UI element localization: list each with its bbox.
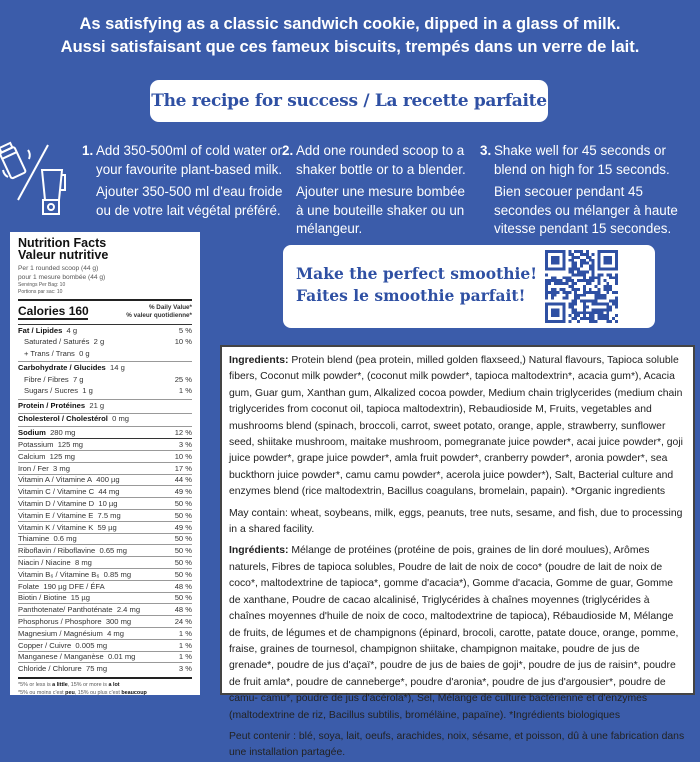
nutrient-name: Manganese / Manganèse bbox=[18, 652, 104, 662]
nutrient-amount: 0.01 mg bbox=[107, 652, 136, 662]
nutrient-amount: 400 µg bbox=[96, 475, 120, 485]
nutrient-dv: 50 % bbox=[174, 534, 192, 544]
footnote-part: a lot bbox=[108, 682, 120, 689]
nutrient-row bbox=[18, 651, 192, 663]
step-fr: Ajouter 350-500 ml d'eau froide ou de votre lait végétal préféré. bbox=[96, 184, 283, 218]
nutrient-row bbox=[18, 639, 192, 651]
ingredients-label: Ingrédients: bbox=[229, 545, 289, 557]
nutrient-row bbox=[18, 438, 192, 450]
nutrient-dv: 49 % bbox=[174, 522, 192, 532]
nutrient-amount: 0.85 mg bbox=[103, 569, 132, 579]
nutrient-amount: 0.6 mg bbox=[53, 534, 77, 544]
nutrient-row bbox=[18, 603, 192, 615]
nutrient-row bbox=[18, 450, 192, 462]
footnote-part: *5% or less is bbox=[18, 682, 53, 689]
nutrient-row bbox=[18, 373, 192, 385]
smoothie-banner bbox=[283, 245, 655, 328]
nutrient-dv: 50 % bbox=[174, 510, 192, 520]
headline-en: As satisfying as a classic sandwich cookie, dipped in a glass of milk. bbox=[79, 15, 621, 33]
nutrient-dv: 50 % bbox=[174, 546, 192, 556]
recipe-title-banner bbox=[150, 80, 548, 122]
nutrient-dv: 24 % bbox=[174, 617, 192, 627]
step-2 bbox=[282, 142, 468, 243]
nutrient-name: Fibre / Fibres bbox=[24, 374, 69, 384]
nutrient-name: Fat / Lipides bbox=[18, 325, 63, 335]
nutrient-name: Sugars / Sucres bbox=[24, 386, 79, 396]
nutrient-name: Panthotenate/ Panthoténate bbox=[18, 605, 113, 615]
nutrient-amount: 300 mg bbox=[105, 617, 132, 627]
step-fr: Ajouter une mesure bombée à une bouteille shaker ou un mélangeur. bbox=[296, 184, 465, 236]
nutrient-dv: 25 % bbox=[174, 374, 192, 384]
ingredients-en bbox=[229, 353, 686, 501]
nutrient-name: Riboflavin / Riboflavine bbox=[18, 546, 96, 556]
headline-fr: Aussi satisfaisant que ces fameux biscuits, trempés dans un verre de lait. bbox=[60, 38, 640, 56]
headline bbox=[0, 13, 700, 59]
nutrient-row bbox=[18, 485, 192, 497]
nutrient-name: Vitamin E / Vitamine E bbox=[18, 510, 94, 520]
nutrient-name: Saturated / Saturés bbox=[24, 337, 90, 347]
nutrient-amount: 3 mg bbox=[53, 463, 70, 473]
nutrient-name: Chloride / Chlorure bbox=[18, 664, 82, 674]
nutrient-name: Magnesium / Magnésium bbox=[18, 628, 103, 638]
nutrient-dv: 10 % bbox=[174, 451, 192, 461]
nutrient-dv: 48 % bbox=[174, 605, 192, 615]
nutrient-amount: 125 mg bbox=[49, 451, 76, 461]
serving-size-fr: pour 1 mesure bombée (44 g) bbox=[18, 274, 106, 281]
nutrient-dv: 50 % bbox=[174, 569, 192, 579]
recipe-title: The recipe for success / La recette parfaite bbox=[151, 91, 547, 111]
footnote-part: , 15% or more is bbox=[67, 682, 109, 689]
allergen-en: May contain: wheat, soybeans, milk, eggs, peanuts, tree nuts, sesame, and fish, due to processing in a shared facility. bbox=[229, 507, 683, 536]
nutrient-name: Folate bbox=[18, 581, 40, 591]
nutrient-amount: 280 mg bbox=[50, 428, 76, 438]
ingredients-panel bbox=[220, 345, 695, 759]
calories-row bbox=[18, 301, 192, 320]
nutrient-dv: 17 % bbox=[174, 463, 192, 473]
nutrient-name: Biotin / Biotine bbox=[18, 593, 67, 603]
nutrient-name: Carbohydrate / Glucides bbox=[18, 363, 106, 373]
nutrient-dv: 1 % bbox=[178, 652, 192, 662]
nutrient-name: Thiamine bbox=[18, 534, 50, 544]
nutrient-dv: 3 % bbox=[178, 440, 192, 450]
smoothie-text-fr: Faites le smoothie parfait! bbox=[296, 286, 526, 305]
nutrient-name: Vitamin C / Vitamine C bbox=[18, 487, 95, 497]
nutrient-dv: 44 % bbox=[174, 475, 192, 485]
nutrient-amount: 1 g bbox=[82, 386, 93, 396]
nutrient-amount: 14 g bbox=[110, 363, 125, 373]
step-3 bbox=[480, 142, 699, 243]
shaker-blender-icon bbox=[0, 140, 66, 215]
nutrient-amount: 7 g bbox=[72, 374, 84, 384]
nutrient-name: Cholesterol / Cholestérol bbox=[18, 414, 108, 424]
footnote-part: , 15% ou plus c'est bbox=[74, 689, 122, 696]
nutrient-row bbox=[18, 509, 192, 521]
daily-value-fr: % valeur quotidienne* bbox=[126, 312, 192, 319]
nutrient-dv: 48 % bbox=[174, 581, 192, 591]
nutrient-name: Sodium bbox=[18, 428, 46, 438]
step-1 bbox=[82, 142, 286, 224]
nutrient-row bbox=[18, 592, 192, 604]
nutrient-row bbox=[18, 462, 192, 474]
nutrient-name: Protein / Protéines bbox=[18, 400, 86, 410]
footnote-part: *5% ou moins c'est bbox=[18, 689, 66, 696]
step-number: 2. bbox=[282, 143, 294, 158]
nutrient-row bbox=[18, 533, 192, 545]
nutrient-name: Copper / Cuivre bbox=[18, 640, 72, 650]
nutrient-amount: 10 µg bbox=[98, 499, 118, 509]
nutrient-name: Vitamin K / Vitamine K bbox=[18, 522, 94, 532]
nutrient-dv: 1 % bbox=[178, 628, 192, 638]
step-en: Add one rounded scoop to a shaker bottle or to a blender. bbox=[296, 143, 466, 177]
nutrient-amount: 59 µg bbox=[97, 522, 117, 532]
nutrient-dv: 10 % bbox=[174, 337, 192, 347]
nutrient-name: Phosphorus / Phosphore bbox=[18, 617, 102, 627]
nutrient-row bbox=[18, 662, 192, 674]
nutrient-amount: 4 mg bbox=[107, 628, 124, 638]
nutrient-name: Potassium bbox=[18, 440, 54, 450]
nutrient-row bbox=[18, 627, 192, 639]
ingredients-text: Protein blend (pea protein, milled golden flaxseed,) Natural flavours, Tapioca soluble fibers, Coconut milk powder*, (coconut milk powder*, tapioca maltodextrin*, acacia gum*), Acacia gum, Guar gum, Xanthan gum, Alkalized cocoa powder, Medium chain triglycerides (medium chain triglycerides from coconut oil, tapioca maltodextrin), Rebaudioside M, Fruits, vegetables and mushrooms blend (spinach, broccoli, carrot, sweet potato, orange, apple, strawberry, sunflower seed, shiitake mushroom, maitake mushroom, pomegranate juice powder*, acai juice powder*, goji juice powder*, grape juice powder*, amla fruit powder*, cranberry powder*, aronia powder*, sea buckthorn juice powder*, camu camu powder*, acerola juice powder*), Salt, Bacterial culture and enzymes blend (rice maltodextrin, Bacillus coagulans, bromelain, papain). *Organic ingredients bbox=[229, 355, 683, 498]
nutrient-amount: 0 mg bbox=[112, 414, 130, 424]
ingredients-fr bbox=[229, 543, 686, 723]
footnote-part: beaucoup bbox=[121, 689, 147, 696]
nutrient-row bbox=[18, 348, 192, 360]
step-fr: Bien secouer pendant 45 secondes ou mélanger à haute vitesse pendant 15 secondes. bbox=[494, 184, 678, 236]
nutrient-row bbox=[18, 568, 192, 580]
step-number: 1. bbox=[82, 143, 94, 158]
nutrient-row bbox=[18, 399, 192, 411]
nutrient-name: + Trans / Trans bbox=[24, 348, 75, 358]
nutrient-dv: 50 % bbox=[174, 558, 192, 568]
daily-value-en: % Daily Value* bbox=[148, 304, 192, 311]
nutrient-amount: 75 mg bbox=[85, 664, 108, 674]
qr-code-icon[interactable] bbox=[545, 250, 618, 323]
nutrient-dv: 5 % bbox=[178, 325, 192, 335]
nutrient-row bbox=[18, 497, 192, 509]
servings-fr: Portions par sac: 10 bbox=[18, 289, 63, 295]
nutrient-amount: 190 µg DFE / ÉFA bbox=[43, 581, 105, 591]
nutrition-footnote bbox=[18, 677, 192, 697]
nutrient-row bbox=[18, 413, 192, 425]
nutrient-row bbox=[18, 556, 192, 568]
nutrient-dv: 1 % bbox=[178, 640, 192, 650]
nutrient-row bbox=[18, 324, 192, 336]
nutrient-row bbox=[18, 474, 192, 486]
nutrient-name: Vitamin A / Vitamine A bbox=[18, 475, 93, 485]
nutrient-row bbox=[18, 580, 192, 592]
calories: Calories 160 bbox=[18, 304, 89, 318]
serving-size-en: Per 1 rounded scoop (44 g) bbox=[18, 265, 99, 272]
nutrient-amount: 125 mg bbox=[57, 440, 84, 450]
nutrient-row bbox=[18, 544, 192, 556]
nutrient-amount: 0 g bbox=[79, 348, 90, 358]
step-en: Add 350-500ml of cold water or your favourite plant-based milk. bbox=[96, 143, 283, 177]
nutrient-amount: 0.65 mg bbox=[99, 546, 127, 556]
nutrient-amount: 0.005 mg bbox=[75, 640, 108, 650]
nutrient-amount: 44 mg bbox=[98, 487, 120, 497]
nutrient-row bbox=[18, 336, 192, 348]
ingredients-text: Mélange de protéines (protéine de pois, graines de lin doré moulues), Arômes naturels, Fibres de tapioca solubles, Poudre de lait de noix de coco* (poudre de lait de noix de coco*, maltodextrine de tapioca*, gomme d'acacia*), Gomme d'acacia, Gomme de guar, Gomme de xanthane, Poudre de cacao alcalinisé, Triglycérides à chaînes moyennes (triglycérides à chaînes moyennes d'huile de noix de coco, maltodextrine de tapioca), Rébaudioside M, Mélange de fruits, de légumes et de champignons (épinard, brocoli, carotte, patate douce, orange, pomme, fraise, graines de tournesol, champignon shiitake, champignon maitake, poudre de jus de grenade*, poudre de jus d'açaï*, poudre de jus de baies de goji*, poudre de jus de raisin*, poudre de fruit amla*, poudre de canneberge*, poudre d'aronia*, poudre de jus d'argousier*, poudre de camu- camu*, poudre de jus d'acérola*), Sel, Mélange de culture bactérienne et d'enzymes (maltodextrine de riz, Bacillus subtilis, broméläine, papaïne). *Ingrédients biologiques bbox=[229, 545, 679, 721]
nutrient-name: Vitamin B₆ / Vitamine B₆ bbox=[18, 569, 100, 579]
footnote-part: a little bbox=[52, 682, 68, 689]
step-en: Shake well for 45 seconds or blend on high for 15 seconds. bbox=[494, 143, 670, 177]
servings-en: Servings Per Bag: 10 bbox=[18, 282, 66, 288]
ingredients-label: Ingredients: bbox=[229, 355, 289, 366]
nutrient-row bbox=[18, 615, 192, 627]
nutrient-row bbox=[18, 361, 192, 373]
nutrient-amount: 15 µg bbox=[70, 593, 90, 603]
allergen-fr: Peut contenir : blé, soya, lait, oeufs, arachides, noix, sésame, et poisson, dû à une fabrication dans une installation partagée. bbox=[229, 730, 685, 759]
nutrient-name: Iron / Fer bbox=[18, 463, 49, 473]
nutrient-dv: 50 % bbox=[174, 499, 192, 509]
nutrient-name: Niacin / Niacine bbox=[18, 558, 71, 568]
nutrient-dv: 1 % bbox=[178, 386, 192, 396]
nutrient-row bbox=[18, 521, 192, 533]
nutrient-amount: 2.4 mg bbox=[116, 605, 141, 615]
nutrient-row bbox=[18, 385, 192, 397]
nutrient-amount: 8 mg bbox=[75, 558, 92, 568]
nutrient-dv: 49 % bbox=[174, 487, 192, 497]
nutrient-dv: 12 % bbox=[174, 428, 192, 438]
step-number: 3. bbox=[480, 143, 492, 158]
nutrient-amount: 2 g bbox=[93, 337, 105, 347]
nutrient-name: Calcium bbox=[18, 451, 46, 461]
nutrient-amount: 4 g bbox=[66, 325, 78, 335]
nutrient-name: Vitamin D / Vitamine D bbox=[18, 499, 95, 509]
footnote-part: peu bbox=[65, 689, 75, 696]
nutrient-amount: 7.5 mg bbox=[97, 510, 121, 520]
nutrient-amount: 21 g bbox=[89, 400, 105, 410]
nutrient-dv: 3 % bbox=[178, 664, 192, 674]
nutrition-title-en: Nutrition Facts bbox=[18, 236, 107, 250]
nutrient-row bbox=[18, 426, 192, 438]
nutrition-facts-table bbox=[10, 232, 200, 695]
nutrition-title-fr: Valeur nutritive bbox=[18, 248, 109, 262]
smoothie-text-en: Make the perfect smoothie! bbox=[296, 264, 538, 283]
nutrient-dv: 50 % bbox=[174, 593, 192, 603]
